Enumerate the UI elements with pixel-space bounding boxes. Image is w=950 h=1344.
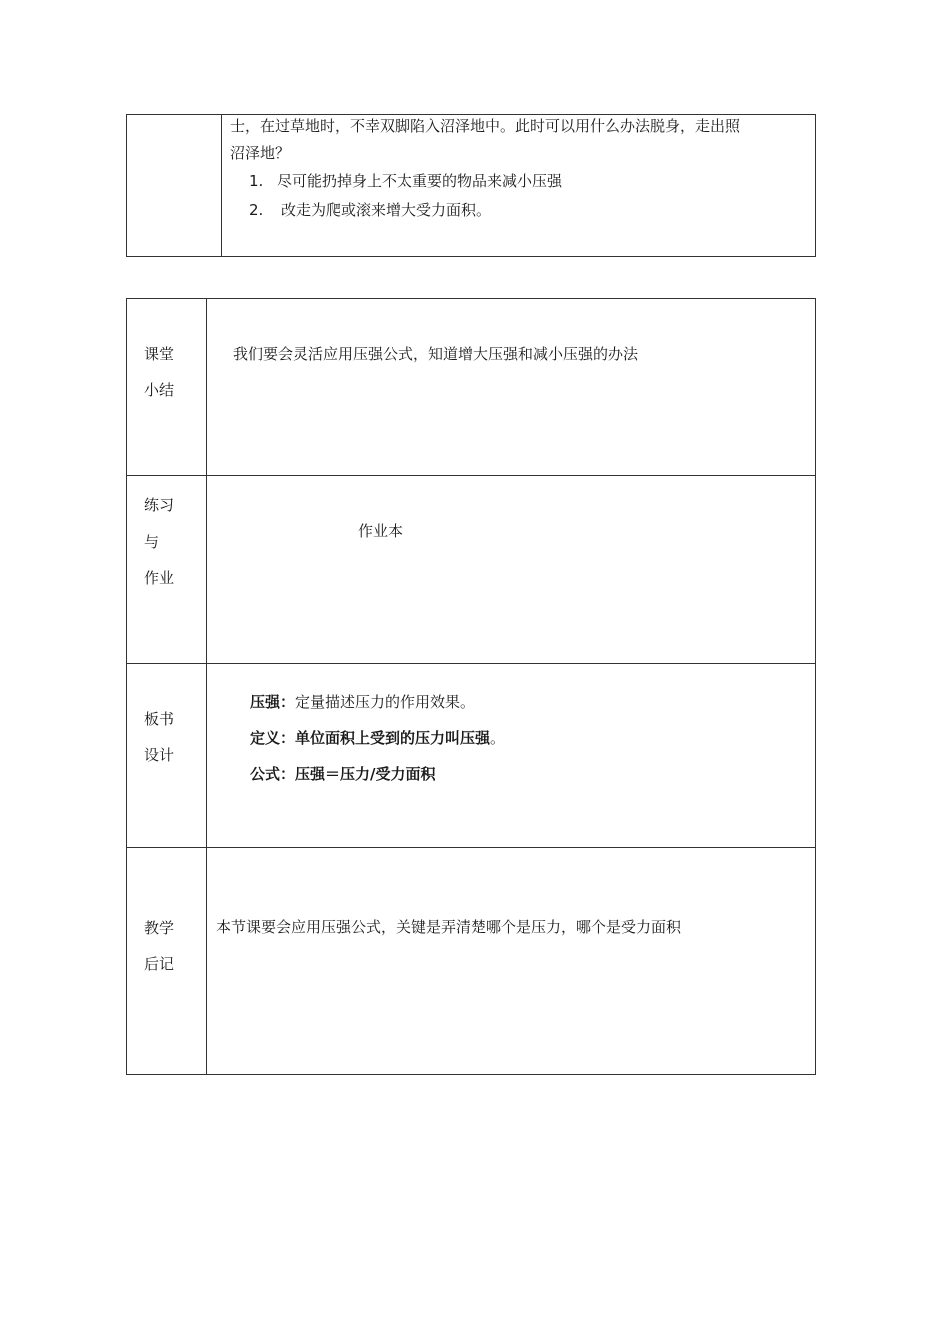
main-table [126, 298, 816, 1075]
board-line1-term: 压强： [250, 693, 296, 711]
board-line2 [250, 728, 505, 748]
board-label-line2: 设计 [144, 746, 175, 764]
summary-label-line2: 小结 [144, 381, 175, 399]
reflection-label-line1: 教学 [144, 919, 175, 937]
top-table-divider [221, 114, 222, 257]
top-table-item1-number: 1. [249, 172, 264, 190]
homework-label-line1: 练习 [144, 496, 175, 514]
main-table-divider [206, 298, 207, 1075]
homework-label-line3: 作业 [144, 569, 175, 587]
board-line3: 公式：压强＝压力/受力面积 [250, 765, 436, 783]
board-line1 [250, 692, 475, 712]
board-line1-text: 定量描述压力的作用效果。 [295, 693, 476, 711]
board-line2-text: 定义：单位面积上受到的压力叫压强 [250, 729, 491, 747]
summary-content: 我们要会灵活应用压强公式，知道增大压强和减小压强的办法 [233, 345, 639, 363]
board-label-line1: 板书 [144, 710, 175, 728]
row-separator-3 [126, 847, 816, 848]
homework-content: 作业本 [358, 522, 404, 540]
row-separator-2 [126, 663, 816, 664]
row-separator-1 [126, 475, 816, 476]
top-table-item1-text: 尽可能扔掉身上不太重要的物品来减小压强 [277, 172, 563, 190]
reflection-label-line2: 后记 [144, 955, 175, 973]
reflection-content: 本节课要会应用压强公式，关键是弄清楚哪个是压力，哪个是受力面积 [216, 918, 682, 936]
board-line2-end: 。 [490, 729, 506, 747]
homework-label-line2: 与 [144, 533, 160, 551]
summary-label-line1: 课堂 [144, 345, 175, 363]
top-table-line1: 士，在过草地时，不幸双脚陷入沼泽地中。此时可以用什么办法脱身，走出照 [230, 117, 741, 135]
top-table-line2: 沼泽地？ [230, 144, 291, 162]
top-table-item2-text: 改走为爬或滚来增大受力面积。 [281, 201, 492, 219]
top-table-item2-number: 2. [249, 201, 264, 219]
